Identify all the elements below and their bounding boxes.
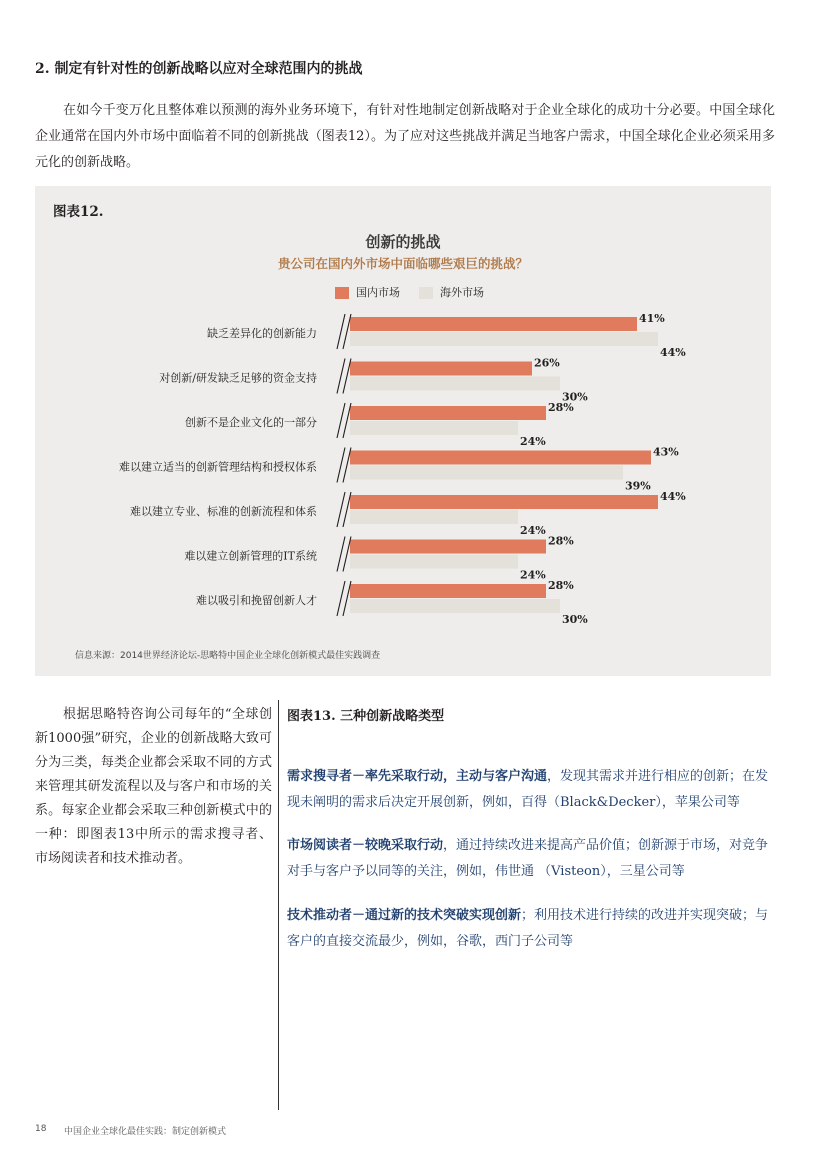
data-label: 28% [548,534,574,548]
strategy-desc: ；利用技术进行持续的改进并实现突破；与客户的直接交流最少，例如，谷歌，西门子公司等 [287,908,769,949]
source-note: 信息来源：2014世界经济论坛-思略特中国企业全球化创新模式最佳实践调查 [75,651,381,661]
chart-subtitle: 贵公司在国内外市场中面临哪些艰巨的挑战？ [277,256,528,271]
bar-domestic [350,362,532,376]
strategy-name: 市场阅读者－较晚采取行动 [287,838,444,853]
bar-overseas [350,332,658,346]
figure-label: 图表12. [53,204,104,220]
intro-paragraph: 在如今千变万化且整体难以预测的海外业务环境下，有针对性地制定创新战略对于企业全球化的成功十分必要。中国全球化企业通常在国内外市场中面临着不同的创新挑战（图表12）。为了应对这些挑战并满足当地客户需求，中国全球化企业必须采用多元化的创新战略。 [35,103,775,170]
page-number: 18 [35,1124,47,1134]
bar-overseas [350,421,518,435]
legend-label-domestic: 国内市场 [356,286,400,299]
category-label: 难以建立适当的创新管理结构和授权体系 [119,460,317,474]
bar-domestic [350,495,658,509]
bar-domestic [350,317,637,331]
data-label: 28% [548,401,574,414]
data-label: 30% [562,390,588,404]
strategy-name: 技术推动者－通过新的技术突破实现创新 [287,908,522,923]
figure-13-label: 图表13. 三种创新战略类型 [287,709,445,724]
data-label: 24% [520,568,546,582]
data-label: 39% [625,479,651,493]
strategy-desc: ，发现其需求并进行相应的创新；在发现未阐明的需求后决定开展创新，例如，百得（Black&Decker），苹果公司等 [287,769,769,810]
data-label: 30% [562,613,588,626]
bar-domestic [350,584,546,598]
strategy-name: 需求搜寻者－率先采取行动，主动与客户沟通 [287,769,548,784]
strategy-market-reader [287,833,777,885]
category-label: 创新不是企业文化的一部分 [185,416,317,429]
data-label: 41% [639,312,665,325]
strategy-tech-driver [287,903,777,955]
category-label: 难以建立创新管理的IT系统 [184,549,317,563]
bar-chart [35,186,771,646]
bar-domestic [350,406,546,420]
figure-12 [35,186,771,676]
strategy-desc: ，通过持续改进来提高产品价值；创新源于市场，对竞争对手与客户予以同等的关注，例如，伟世通 （Visteon），三星公司等 [287,838,769,879]
data-label: 43% [653,445,679,459]
data-label: 44% [660,346,686,359]
category-label: 难以建立专业、标准的创新流程和体系 [130,505,317,518]
bar-domestic [350,451,651,465]
category-label: 缺乏差异化的创新能力 [207,327,317,340]
data-label: 28% [548,579,574,592]
data-label: 44% [660,490,686,503]
bar-overseas [350,466,623,480]
data-label: 24% [520,435,546,448]
category-label: 对创新/研发缺乏足够的资金支持 [159,371,317,385]
bar-domestic [350,540,546,554]
strategy-need-seeker [287,764,777,816]
category-label: 难以吸引和挽留创新人才 [196,594,317,607]
bar-overseas [350,555,518,569]
chart-title: 创新的挑战 [365,233,441,251]
bar-overseas [350,599,560,613]
bar-overseas [350,377,560,391]
left-column-text: 根据思略特咨询公司每年的“全球创新1000强”研究，企业的创新战略大致可分为三类，每类企业都会采取不同的方式来管理其研发流程以及与客户和市场的关系。每家企业都会采取三种创新模式中的一种：即图表13中所示的需求搜寻者、市场阅读者和技术推动者。 [35,707,272,866]
footer-text: 中国企业全球化最佳实践：制定创新模式 [64,1127,227,1137]
bar-overseas [350,510,518,524]
section-title: 2. 制定有针对性的创新战略以应对全球范围内的挑战 [35,61,363,77]
column-divider [278,700,279,1110]
data-label: 26% [534,356,560,370]
legend-label-overseas: 海外市场 [440,286,484,299]
data-label: 24% [520,524,546,537]
